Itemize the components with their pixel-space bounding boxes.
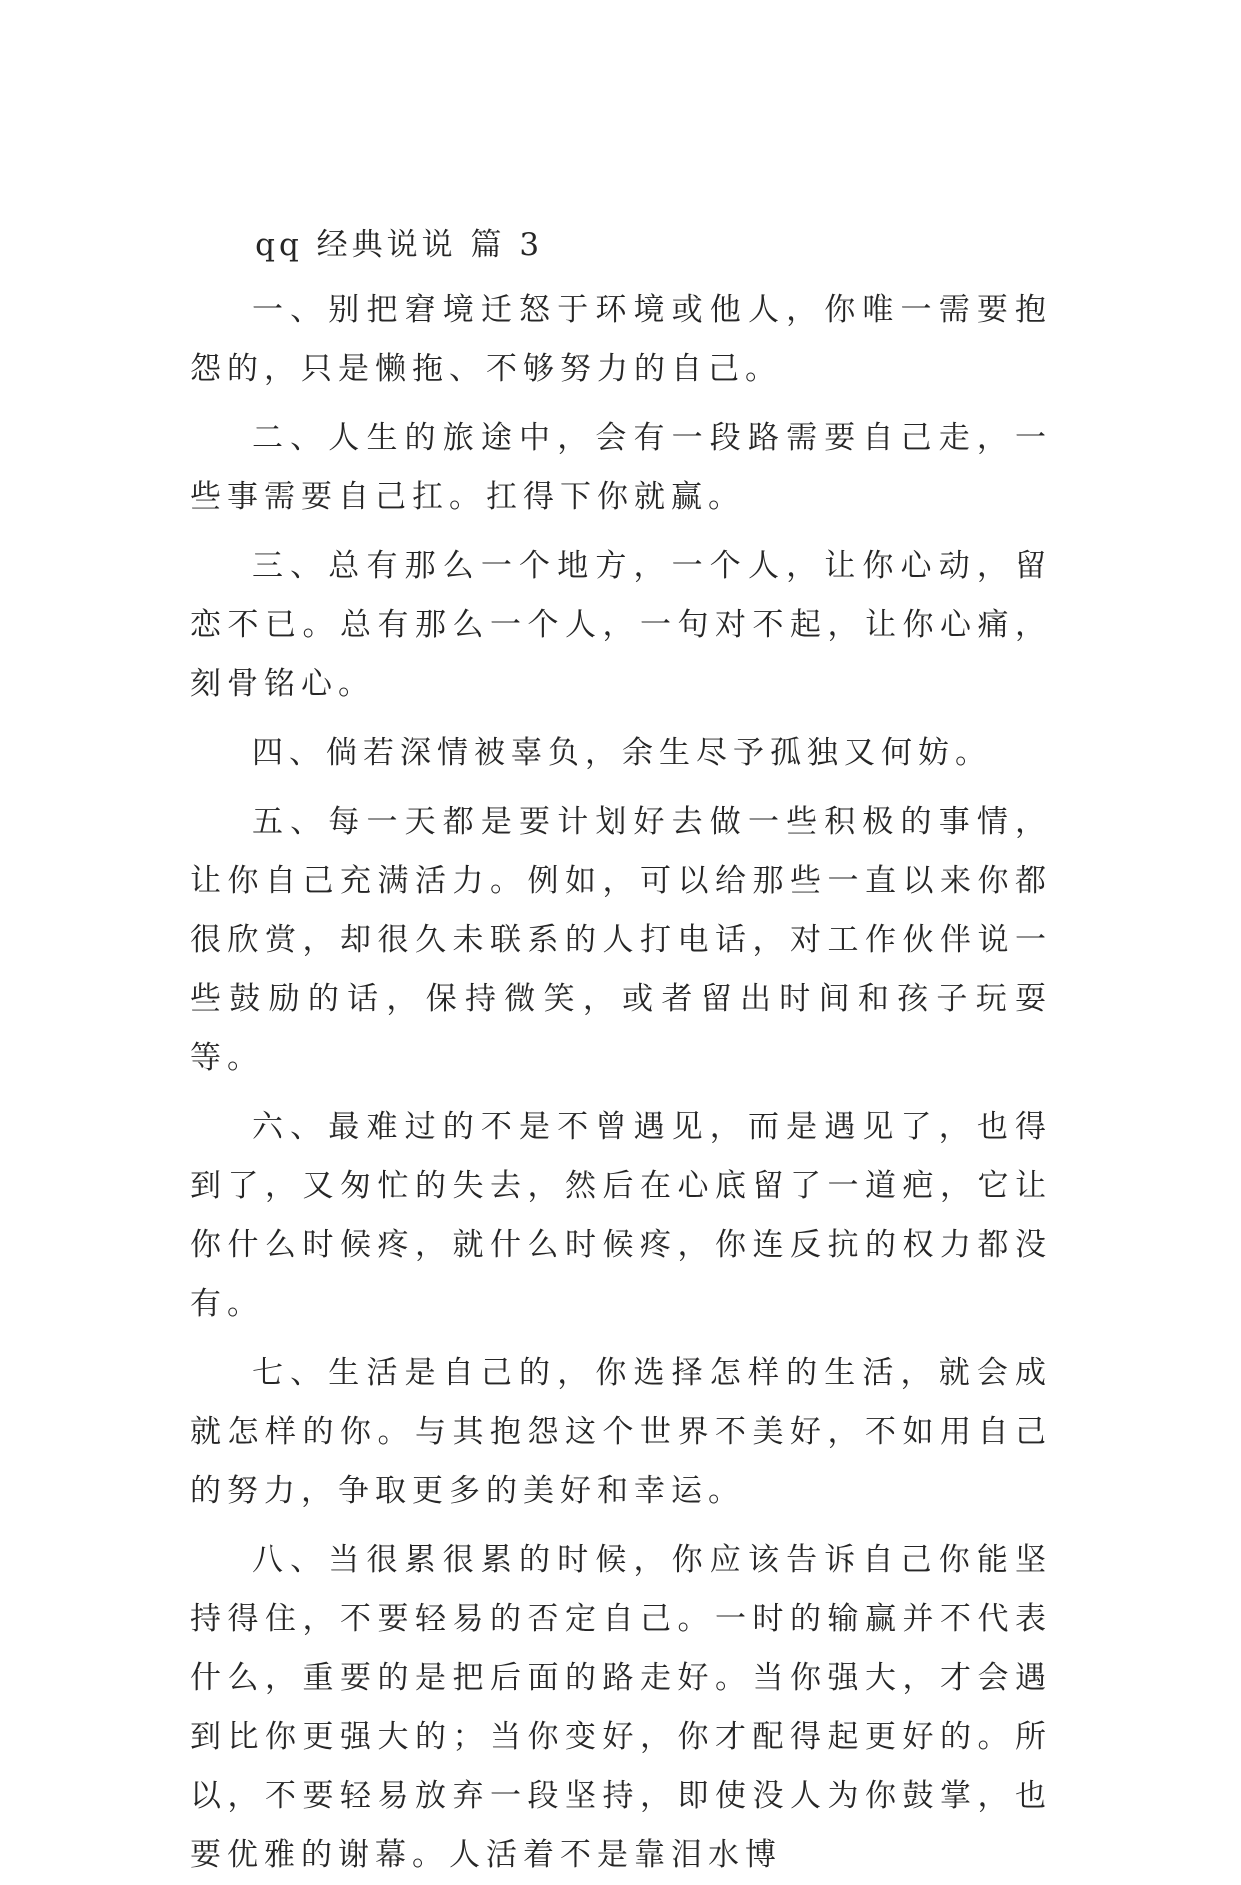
- paragraph-5: 五、每一天都是要计划好去做一些积极的事情，让你自己充满活力。例如，可以给那些一直以来你都很欣赏，却很久未联系的人打电话，对工作伙伴说一些鼓励的话，保持微笑，或者留出时间和孩子玩耍等。: [190, 804, 1052, 1076]
- paragraph-6: 六、最难过的不是不曾遇见，而是遇见了，也得到了，又匆忙的失去，然后在心底留了一道疤，它让你什么时候疼，就什么时候疼，你连反抗的权力都没有。: [190, 1109, 1052, 1322]
- paragraph-7: 七、生活是自己的，你选择怎样的生活，就会成就怎样的你。与其抱怨这个世界不美好，不如用自己的努力，争取更多的美好和幸运。: [190, 1355, 1052, 1509]
- paragraph-1: 一、别把窘境迁怒于环境或他人，你唯一需要抱怨的，只是懒拖、不够努力的自己。: [190, 292, 1052, 387]
- section-heading: qq 经典说说 篇 3: [255, 227, 544, 263]
- paragraph-2: 二、人生的旅途中，会有一段路需要自己走，一些事需要自己扛。扛得下你就赢。: [190, 420, 1052, 515]
- document-body: [190, 216, 1052, 1885]
- paragraph-3: 三、总有那么一个地方，一个人，让你心动，留恋不已。总有那么一个人，一句对不起，让你心痛，刻骨铭心。: [190, 548, 1052, 702]
- paragraph-4: 四、倘若深情被辜负，余生尽予孤独又何妨。: [252, 735, 992, 771]
- paragraph-8: 八、当很累很累的时候，你应该告诉自己你能坚持得住，不要轻易的否定自己。一时的输赢并不代表什么，重要的是把后面的路走好。当你强大，才会遇到比你更强大的；当你变好，你才配得起更好的。所以，不要轻易放弃一段坚持，即使没人为你鼓掌，也要优雅的谢幕。人活着不是靠泪水博: [190, 1542, 1052, 1873]
